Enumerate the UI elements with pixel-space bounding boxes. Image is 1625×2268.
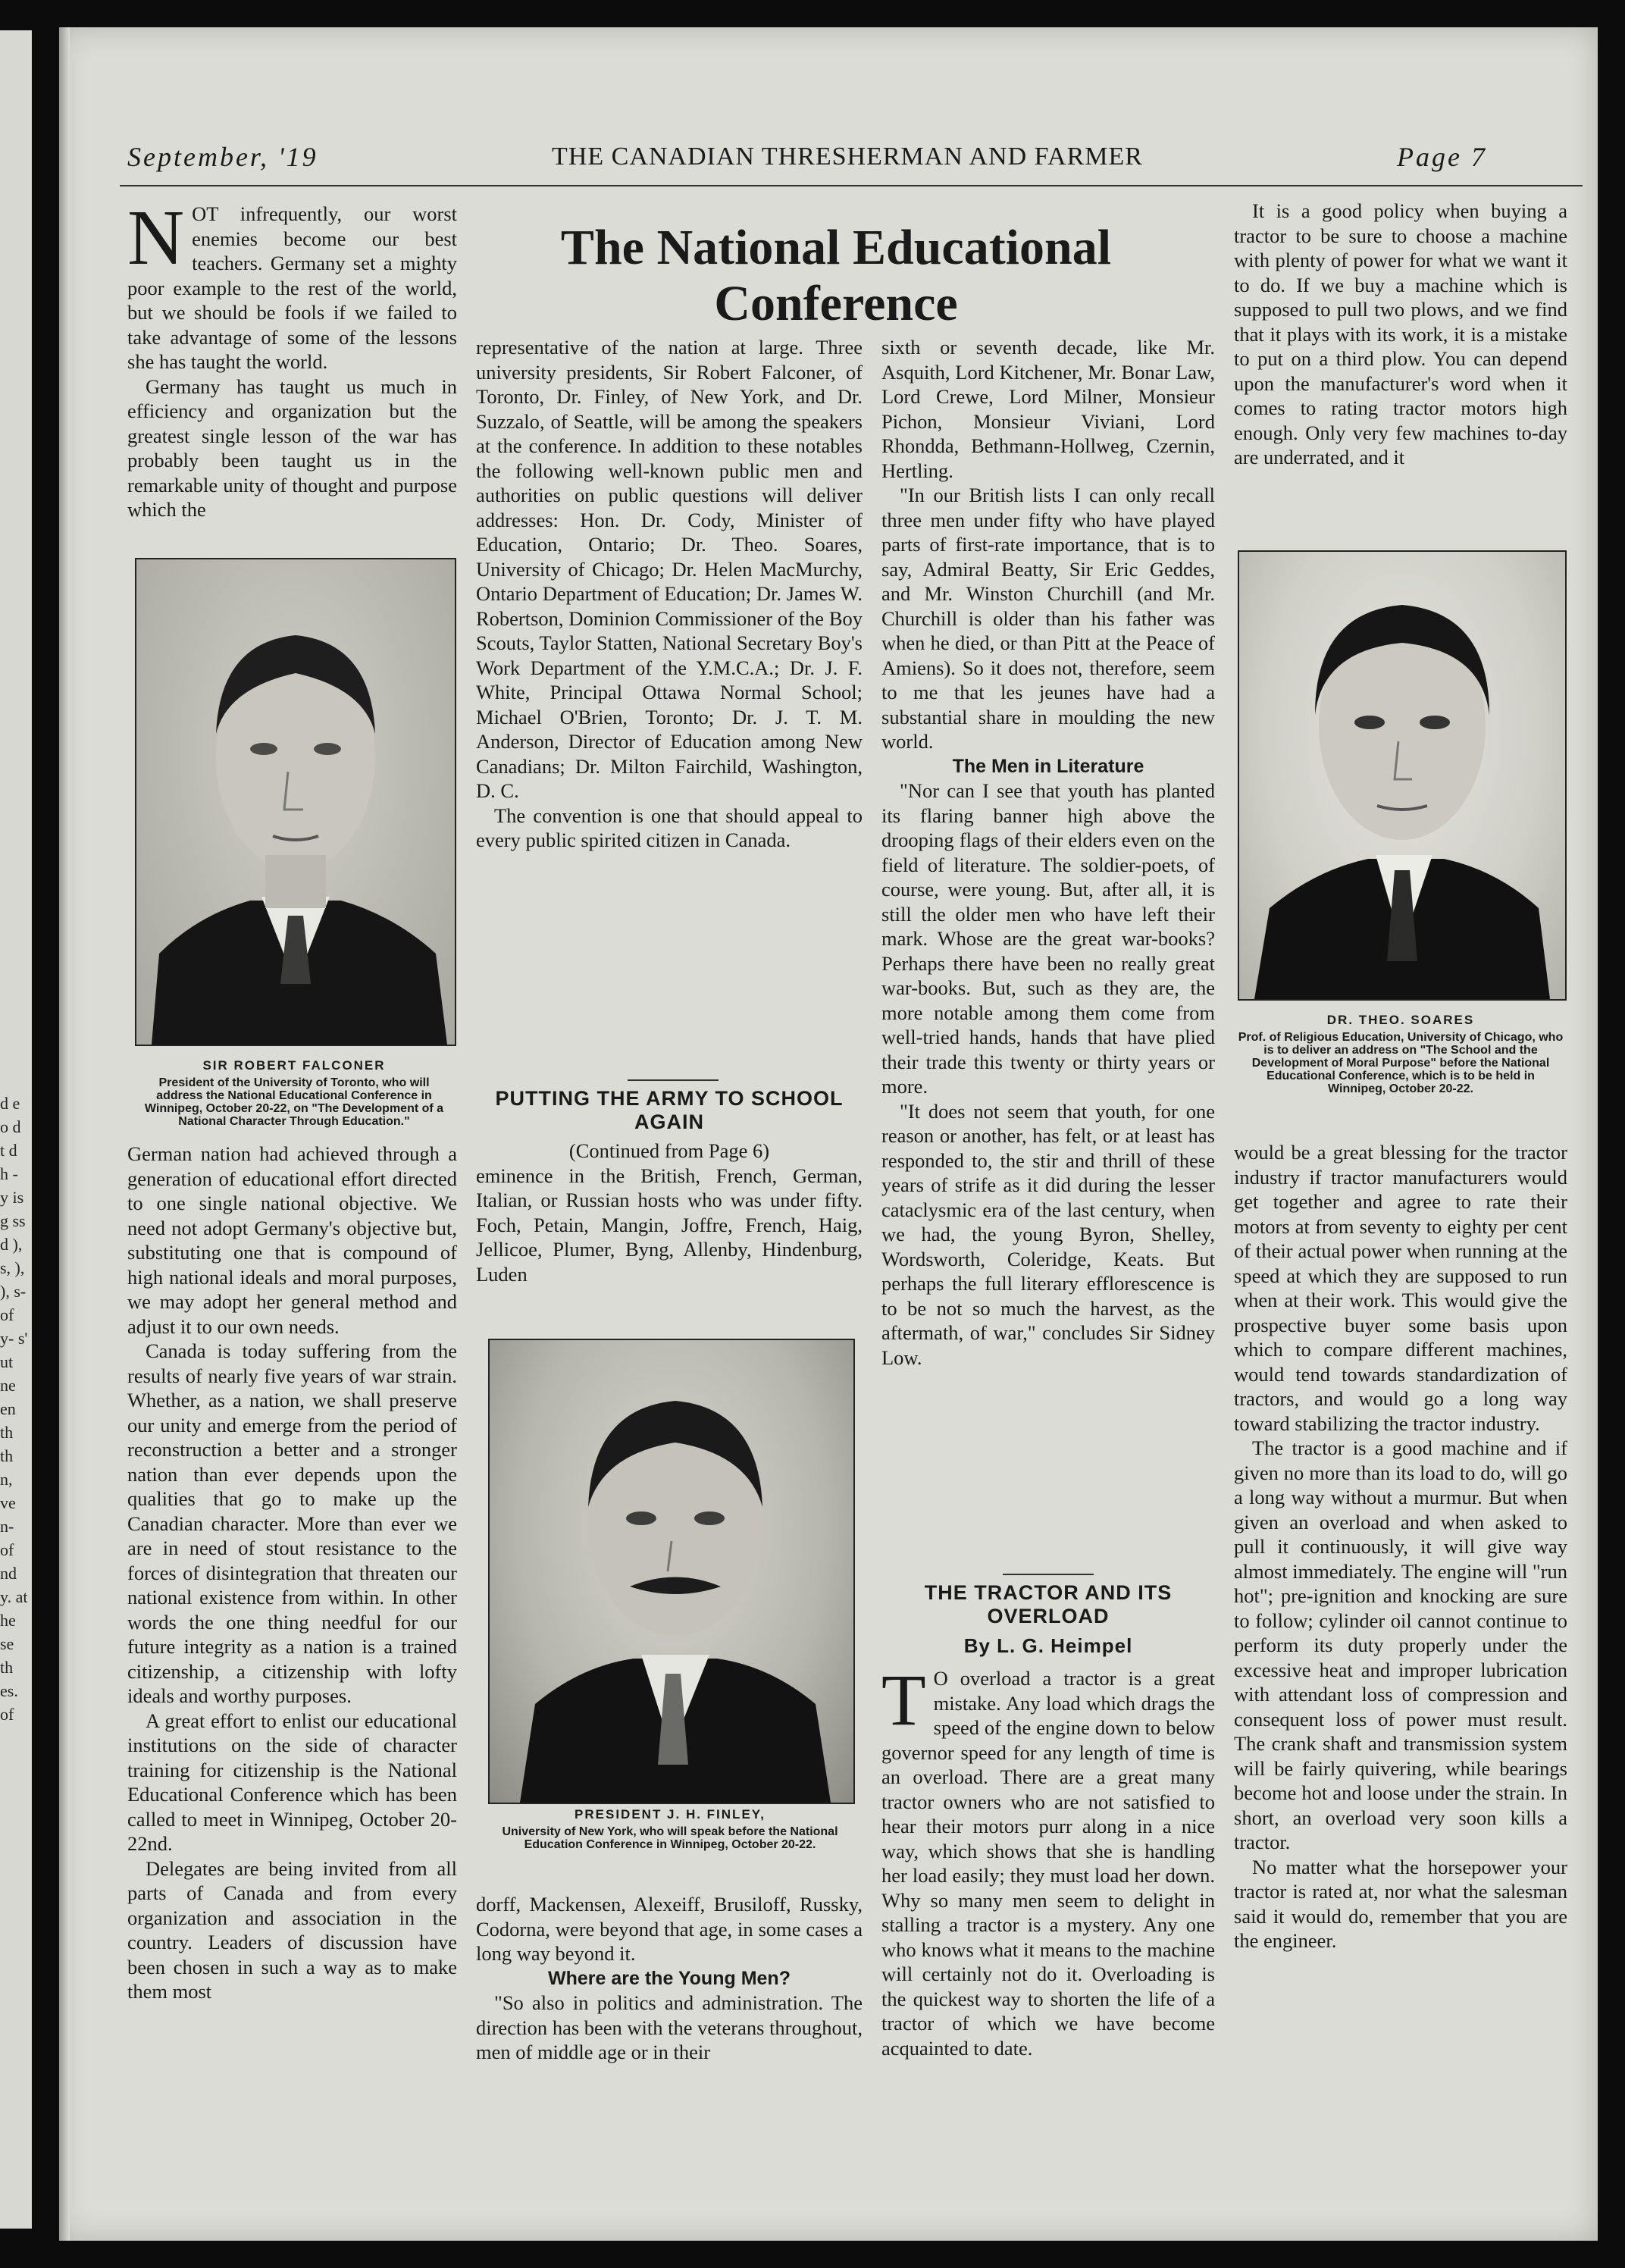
army-article-heading: PUTTING THE ARMY TO SCHOOL AGAIN: [495, 1087, 844, 1133]
column3-bottom: [881, 1659, 1215, 2060]
column4-top: [1234, 199, 1567, 470]
column1-bottom: [127, 1142, 457, 2004]
article-title: [514, 220, 1158, 332]
article-title-line1: The National Educational: [560, 220, 1112, 275]
army-col3-p3: "Nor can I see that youth has planted its flaring banner high above the drooping flags of their elders even on the field of literature. The soldier-poets, of course, were young. But, after all, it is still the older men who have left their mark. Whose are the great war-books? Perhaps there have been no really great war-books. But, such as they are, the more notable among them come from well-tried hands, hands that have plied their trade this twenty or thirty years or more.: [881, 779, 1215, 1098]
col2-p2: The convention is one that should appeal to every public spirited citizen in Canada.: [476, 804, 863, 851]
continued-note: (Continued from Page 6): [568, 1139, 770, 1162]
column2-bottom: [476, 1892, 863, 2065]
header-rule: [120, 185, 1583, 186]
dropcap-n: N: [127, 194, 185, 281]
previous-page-edge: [0, 30, 32, 2229]
army-continued-block: [476, 1139, 863, 1286]
army-col2-text: eminence in the British, French, German, Italian, or Russian hosts who was under fifty. Foch, Petain, Mangin, Joffre, French, Haig, Jellicoe, Plumer, Byng, Allenby, Hindenburg, Luden: [476, 1164, 863, 1286]
caption-finley-name: PRESIDENT J. H. FINLEY,: [575, 1807, 766, 1822]
col1-bottom-p1: German nation had achieved through a generation of educational effort directed to one single national objective. We need not adopt Germany's objective but, substituting one that is compound of high national ideals and moral purposes, we may adopt her general method and adjust it to our own needs.: [127, 1142, 457, 1338]
col1-paragraph-1: [127, 194, 457, 374]
article-title-line2: Conference: [714, 276, 958, 331]
subhead-young-men: Where are the Young Men?: [548, 1967, 791, 1989]
newspaper-page: [59, 27, 1598, 2241]
previous-page-fragment: d e o d t d h - y is g ss d ), s, ), ), s- of y- s' ut ne en th th n, ve n- of nd y. at he se th es. of: [0, 1094, 28, 1724]
col1-bottom-p3: A great effort to enlist our educational institutions on the side of character training for citizenship is the National Educational Conference which has been called to meet in Winnipeg, October 20-22nd.: [127, 1709, 457, 1855]
tractor-col3-p1: [881, 1659, 1215, 2060]
page-fold-shadow: [59, 27, 70, 2241]
tractor-col4-bottom-p2: The tractor is a good machine and if given no more than its load to do, will go a long way without a murmur. But when given an overload and when asked to pull it continuously, it will give way almost immediately. The engine will "run hot"; pre-ignition and knocking are sure to follow; cylinder oil cannot continue to perform its duty properly under the excessive heat and improper lubrication with attendant loss of compression and consequent loss of power must result. The crank shaft and transmission system will be fairly quivering, while bearings become hot and loose under the strain. In short, an overload very soon kills a tractor.: [1234, 1436, 1567, 1853]
col1-paragraph-2: Germany has taught us much in efficiency and organization but the greatest single lesson of the war has probably been taught us in the remarkable unity of thought and purpose which the: [127, 374, 457, 521]
column1-top: [127, 194, 457, 522]
column3-top: [881, 335, 1215, 1370]
army-col3-p1: sixth or seventh decade, like Mr. Asquith, Lord Kitchener, Mr. Bonar Law, Lord Crewe, Lord Milner, Monsieur Pichon, Monsieur Viviani, Lord Rhondda, Bethmann-Hollweg, Czernin, Hertling.: [881, 336, 1215, 482]
issue-date: September, '19: [127, 142, 318, 172]
army-col2-bottom-p2: "So also in politics and administration. The direction has been with the veterans throughout, men of middle age or in their: [476, 1991, 863, 2063]
publication-title: THE CANADIAN THRESHERMAN AND FARMER: [552, 143, 1143, 171]
caption-falconer-name: SIR ROBERT FALCONER: [202, 1058, 386, 1073]
army-col3-p2: "In our British lists I can only recall three men under fifty who have played parts of first-rate importance, that is to say, Admiral Beatty, Sir Eric Geddes, and Mr. Winston Churchill (and Mr. Churchill is older than his father was when he died, or than Pitt at the Peace of Amiens). So it does not, therefore, seem to me that les jeunes have had a substantial share in moulding the new world.: [881, 484, 1215, 753]
column2-top: [476, 335, 863, 853]
tractor-col4-bottom-p1: would be a great blessing for the tractor industry if tractor manufacturers would get together and agree to rate their motors at from seventy to eighty per cent of their actual power when running at the speed at which they are supposed to run when at their work. This would give the prospective buyer some basis upon which to compare different machines, would tend towards standardization of tractors, and would go a long way toward stabilizing the tractor industry.: [1234, 1141, 1567, 1435]
army-col3-p4: "It does not seem that youth, for one reason or another, has felt, or at least has responded to, the stir and thrill of these years of strife as it did during the lesser cataclysmic era of the last century, when we had, the young Byron, Shelley, Wordsworth, Coleridge, Keats. But perhaps the full literary efflorescence is to be not so much the harvest, as the aftermath, of war," concludes Sir Sidney Low.: [881, 1099, 1215, 1369]
portrait-falconer: [136, 559, 455, 1045]
tractor-col4-bottom-p3: No matter what the horsepower your tractor is rated at, nor what the salesman said it would do, remember that you are the engineer.: [1234, 1855, 1567, 1952]
army-col2-bottom-p1: dorff, Mackensen, Alexeiff, Brusiloff, Russky, Codorna, were beyond that age, in some cases a long way beyond it.: [476, 1893, 863, 1965]
page-number: Page 7: [1397, 142, 1487, 172]
dropcap-t: T: [881, 1659, 926, 1740]
tractor-article-heading: THE TRACTOR AND ITS OVERLOAD: [924, 1581, 1173, 1627]
column4-bottom: [1234, 1140, 1567, 1953]
caption-falconer-desc: President of the University of Toronto, who will address the National Educational Conference in Winnipeg, October 20-22, on "The Development of a National Character Through Education.": [144, 1076, 444, 1128]
photo-finley: [488, 1339, 855, 1804]
tractor-col4-top-p1: It is a good policy when buying a tractor to be sure to choose a machine with plenty of power for what we want it to do. If we buy a machine which is supposed to pull two plows, and we find that it plays with its work, it is a mistake to put on a third plow. You can depend upon the manufacturer's word when it comes to rating tractor motors high enough. Only very few machines to-day are underrated, and it: [1234, 199, 1567, 468]
photo-falconer: [135, 558, 456, 1046]
col2-p1: representative of the nation at large. Three university presidents, Sir Robert Falconer, of Toronto, Dr. Finley, of New York, and Dr. Suzzalo, of Seattle, will be among the speakers at the conference. In addition to these notables the following well-known public men and authorities on public questions will deliver addresses: Hon. Dr. Cody, Minister of Education, Ontario; Dr. Theo. Soares, University of Chicago; Dr. Helen MacMurchy, Ontario Department of Education; Dr. James W. Robertson, Dominion Commissioner of the Boy Scouts, Taylor Statten, National Secretary Boy's Work Department of the Y.M.C.A.; Dr. J. F. White, Principal Ottawa Normal School; Michael O'Brien, Toronto; Dr. J. T. M. Anderson, Director of Education among New Canadians; Dr. Milton Fairchild, Washington, D. C.: [476, 336, 863, 802]
caption-finley-desc: University of New York, who will speak before the National Education Conference in Winnipeg, October 20-22.: [502, 1825, 838, 1851]
subhead-literature: The Men in Literature: [952, 755, 1144, 777]
col1-bottom-p4: Delegates are being invited from all parts of Canada and from every organization and association in the country. Leaders of discussion have been chosen in such a way as to make them most: [127, 1856, 457, 2003]
photo-soares: [1238, 550, 1567, 1001]
tractor-byline: By L. G. Heimpel: [963, 1634, 1133, 1657]
section-divider: [628, 1079, 719, 1081]
col1-bottom-p2: Canada is today suffering from the results of nearly five years of war strain. Whether, as a nation, we shall preserve our unity and emerge from the period of reconstruction a better and a stronger nation than ever depends upon the qualities that go to make up the Canadian character. More than ever we are in need of stout resistance to the forces of disintegration that threaten our national existence from within. In other words the one thing needful for our future integrity as a nation is a trained citizenship, a citizenship with lofty ideals and worthy purposes.: [127, 1339, 457, 1707]
tractor-col3-p1-text: O overload a tractor is a great mistake. Any load which drags the speed of the engine down to below governor speed for any length of time is an overload. There are a great many tractor owners who are not satisfied to hear their motors purr along in a nice way, which shows that she is handling her load easily; they must load her down. Why so many men seem to delight in stalling a tractor is a mystery. Any one who knows what it means to the machine will certainly not do it. Overloading is the quickest way to shorten the life of a tractor of which we have become acquainted to date.: [881, 1667, 1215, 2060]
portrait-soares: [1239, 552, 1565, 999]
section-divider-2: [1003, 1574, 1094, 1575]
caption-soares-desc: Prof. of Religious Education, University of Chicago, who is to deliver an address on "The School and the Development of Moral Purpose" before the National Educational Conference, which is to be held in Winnipeg, October 20-22.: [1238, 1031, 1564, 1095]
portrait-finley: [490, 1340, 853, 1803]
caption-soares-name: DR. THEO. SOARES: [1326, 1013, 1475, 1027]
col1-p1-text: OT infrequently, our worst enemies become our best teachers. Germany set a mighty poor example to the rest of the world, but we should be fools if we failed to take advantage of some of the lessons she has taught the world.: [127, 202, 457, 373]
